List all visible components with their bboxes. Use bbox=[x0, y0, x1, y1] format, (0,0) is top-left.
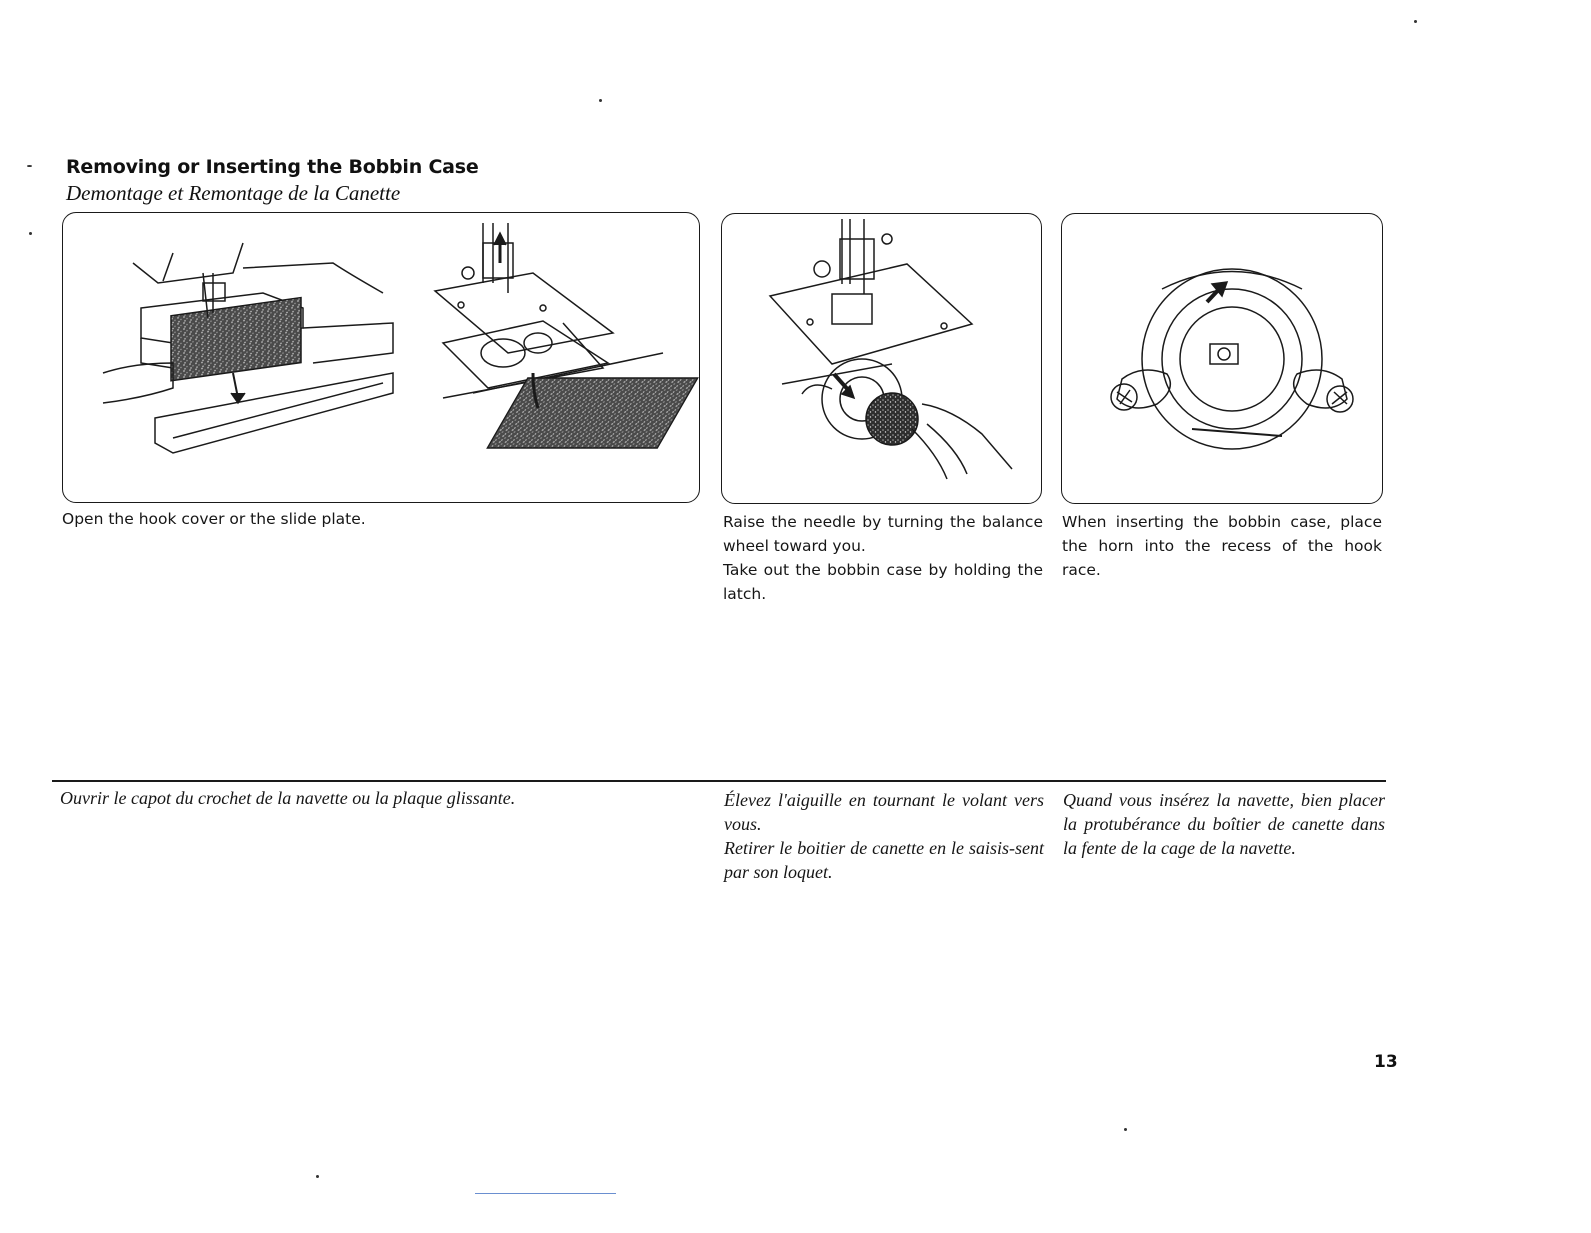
section-divider bbox=[52, 780, 1386, 782]
hook-cover-opening-illustration bbox=[103, 243, 393, 453]
caption-fr-step-2-line-1: Élevez l'aiguille en tournant le volant vers vous. bbox=[724, 790, 1044, 834]
page-title: Removing or Inserting the Bobbin Case bbox=[66, 156, 479, 178]
page-title-french: Demontage et Remontage de la Canette bbox=[66, 181, 401, 205]
illustration-panel-step-1 bbox=[62, 212, 700, 503]
caption-fr-step-1 bbox=[60, 786, 680, 810]
caption-en-step-3 bbox=[1062, 510, 1382, 582]
caption-fr-step-3-line-1: Quand vous insérez la navette, bien placer la protubérance du boîtier de canette dans la fente de la cage de la navette. bbox=[1063, 790, 1385, 858]
caption-fr-step-1-line-1: Ouvrir le capot du crochet de la navette ou la plaque glissante. bbox=[60, 788, 516, 808]
caption-fr-step-2 bbox=[724, 788, 1044, 884]
caption-en-step-1 bbox=[62, 507, 682, 531]
caption-en-step-2 bbox=[723, 510, 1043, 606]
scan-speck bbox=[599, 99, 602, 102]
scan-speck bbox=[1124, 1128, 1127, 1131]
caption-en-step-2-line-1: Raise the needle by turning the balance wheel toward you. bbox=[723, 513, 1043, 555]
caption-en-step-2-line-2: Take out the bobbin case by holding the latch. bbox=[723, 561, 1043, 603]
slide-plate-removal-illustration bbox=[435, 223, 698, 448]
page-number: 13 bbox=[1374, 1052, 1398, 1072]
caption-fr-step-2-line-2: Retirer le boitier de canette en le saisis-sent par son loquet. bbox=[724, 838, 1044, 882]
scan-artifact-line bbox=[475, 1193, 616, 1194]
caption-fr-step-3 bbox=[1063, 788, 1385, 860]
scan-speck bbox=[29, 232, 32, 235]
illustration-panel-step-3 bbox=[1061, 213, 1383, 504]
scan-speck bbox=[1414, 20, 1417, 23]
scan-speck bbox=[316, 1175, 319, 1178]
scan-speck bbox=[27, 165, 32, 167]
caption-en-step-1-line-1: Open the hook cover or the slide plate. bbox=[62, 510, 366, 528]
bobbin-case-removal-illustration bbox=[770, 219, 1012, 479]
caption-en-step-3-line-1: When inserting the bobbin case, place the horn into the recess of the hook race. bbox=[1062, 513, 1382, 579]
illustration-panel-step-2 bbox=[721, 213, 1042, 504]
hook-race-insertion-illustration bbox=[1111, 269, 1353, 449]
